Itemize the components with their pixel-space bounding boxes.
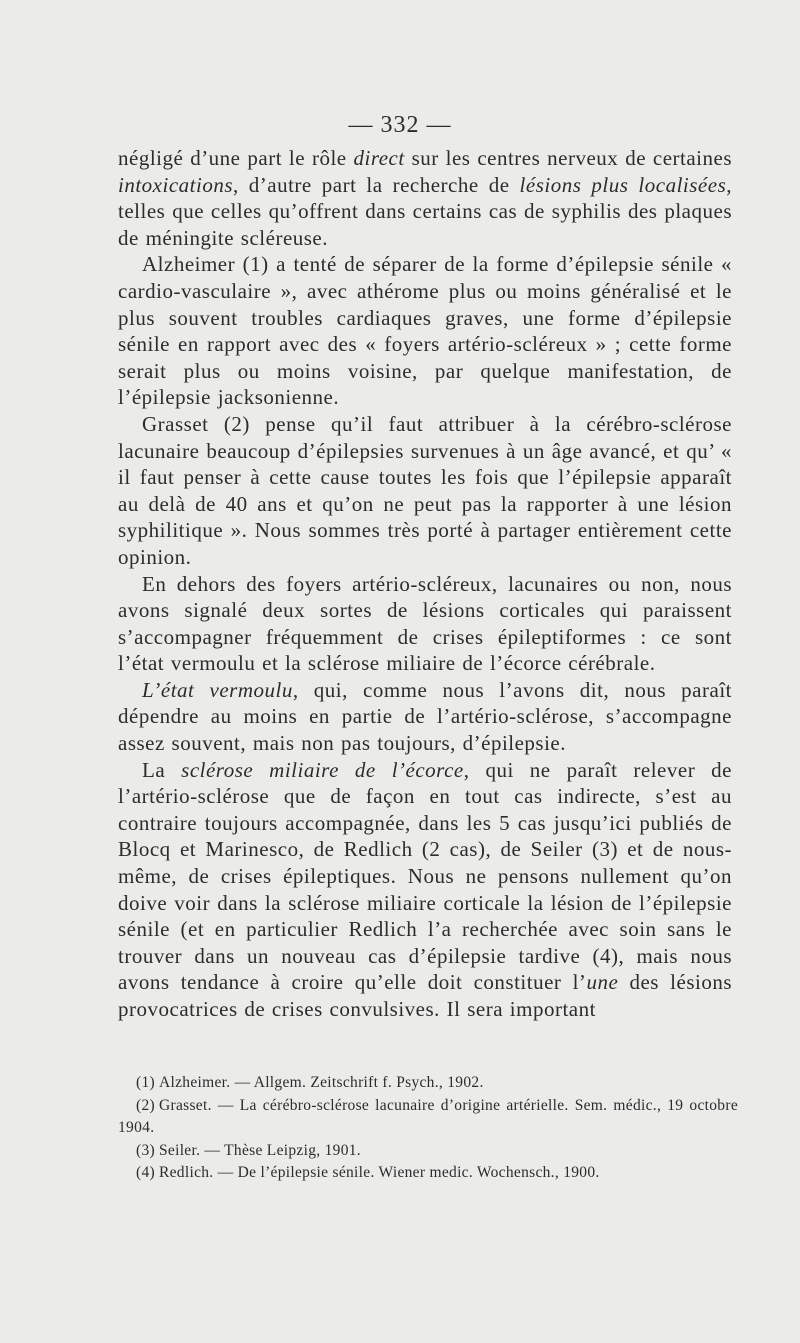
paragraph-lesions-corticales: En dehors des foyers artério-scléreux, lacunaires ou non, nous avons signalé deux sortes de lésions corticales qui paraissent s’accompagner fréquemment de crises épileptiformes : ce sont l’état vermoulu et la sclérose miliaire de l’écorce cérébrale. xyxy=(118,571,732,676)
paragraph-etat-vermoulu: L’état vermoulu, qui, comme nous l’avons dit, nous paraît dépendre au moins en partie de l’artério-sclérose, s’accompagne assez souvent, mais non pas toujours, d’épilepsie. xyxy=(118,677,732,756)
footnote: (2) Grasset. — La cérébro-sclérose lacunaire d’origine artérielle. Sem. médic., 19 octobre 1904. xyxy=(118,1096,738,1136)
body-text xyxy=(118,145,732,1023)
paragraph-grasset: Grasset (2) pense qu’il faut attribuer à la cérébro-sclérose lacunaire beaucoup d’épilepsies survenues à un âge avancé, et qu’ « il faut penser à cette cause toutes les fois que l’épilepsie apparaît au delà de 40 ans et qu’on ne peut pas la rapporter à une lésion syphilitique ». Nous sommes très porté à partager entièrement cette opinion. xyxy=(118,411,732,569)
paragraph-continuation: négligé d’une part le rôle direct sur les centres nerveux de certaines intoxications, d’autre part la recherche de lésions plus localisées, telles que celles qu’offrent dans certains cas de syphilis des plaques de méningite scléreuse. xyxy=(118,146,733,250)
footnote: (3) Seiler. — Thèse Leipzig, 1901. xyxy=(136,1141,361,1159)
page-number: — 332 — xyxy=(348,112,452,138)
footnote: (1) Alzheimer. — Allgem. Zeitschrift f. Psych., 1902. xyxy=(136,1074,484,1091)
paragraph-sclerose-miliaire: La sclérose miliaire de l’écorce, qui ne paraît relever de l’artério-sclérose que de façon en tout cas indirecte, s’est au contraire toujours accompagnée, dans les 5 cas jusqu’ici publiés de Blocq et Marinesco, de Redlich (2 cas), de Seiler (3) et de nous-même, de crises épileptiques. Nous ne pensons nullement qu’on doive voir dans la sclérose miliaire corticale la lésion de l’épilepsie sénile (et en particulier Redlich l’a recherchée avec soin sans le trouver dans un nouveau cas d’épilepsie tardive (4), mais nous avons tendance à croire qu’elle doit constituer l’une des lésions provocatrices de crises convulsives. Il sera important xyxy=(118,757,732,1021)
footnotes xyxy=(118,1072,738,1185)
paragraph-alzheimer: Alzheimer (1) a tenté de séparer de la forme d’épilepsie sénile « cardio-vasculaire », avec athérome plus ou moins généralisé et le plus souvent troubles cardiaques graves, une forme d’épilepsie sénile en rapport avec des « foyers artério-scléreux » ; cette forme serait plus ou moins voisine, par quelque manifestation, de l’épilepsie jacksonienne. xyxy=(118,252,732,410)
footnote: (4) Redlich. — De l’épilepsie sénile. Wiener medic. Wochensch., 1900. xyxy=(136,1164,600,1181)
